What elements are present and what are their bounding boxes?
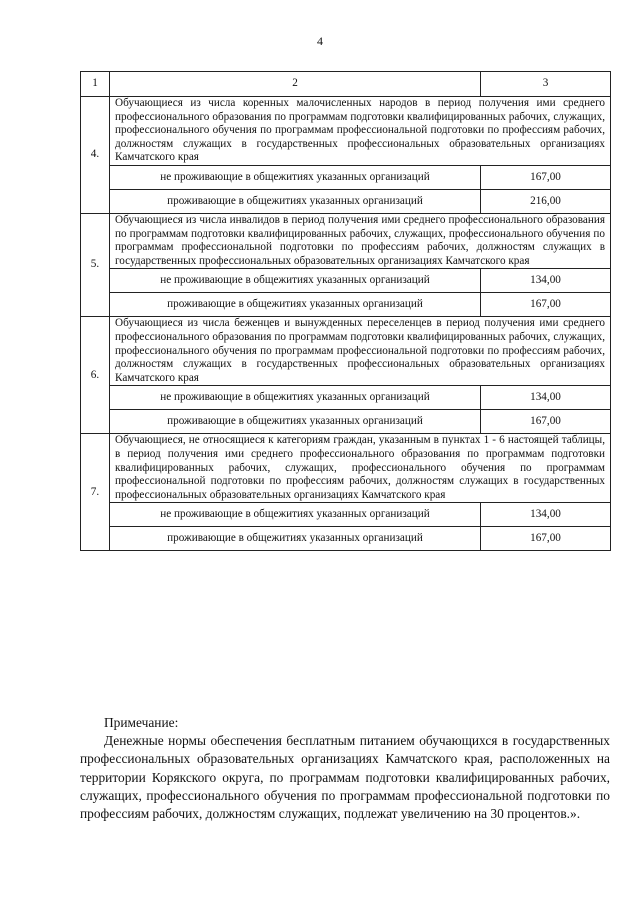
food-norms-table [80, 71, 611, 551]
column-header: 2 [110, 72, 481, 97]
subcategory-label: не проживающие в общежитиях указанных организаций [110, 165, 481, 189]
subcategory-label: проживающие в общежитиях указанных организаций [110, 189, 481, 213]
column-header: 3 [481, 72, 611, 97]
column-header: 1 [81, 72, 110, 97]
table-row [81, 269, 611, 293]
norm-value: 167,00 [481, 527, 611, 551]
table-row [81, 317, 611, 386]
category-description: Обучающиеся из числа инвалидов в период получения ими среднего профессионального образования по программам подготовки квалифицированных рабочих, служащих, профессионального обучения по программам профессиональной подготовки по профессиям рабочих, должностям служащих в государственных профессиональных образовательных организациях Камчатского края [110, 213, 611, 268]
category-description: Обучающиеся, не относящиеся к категориям граждан, указанным в пунктах 1 - 6 настоящей таблицы, в период получения ими среднего профессионального образования по программам подготовки квалифицированных рабочих, служащих, профессионального обучения по программам профессиональной подготовки по профессиям рабочих, должностям служащих в государственных профессиональных образовательных организациях Камчатского края [110, 434, 611, 503]
subcategory-label: проживающие в общежитиях указанных организаций [110, 527, 481, 551]
row-number: 7. [81, 434, 110, 551]
subcategory-label: не проживающие в общежитиях указанных организаций [110, 269, 481, 293]
table-row [81, 527, 611, 551]
note-section [80, 714, 610, 823]
note-text: Денежные нормы обеспечения бесплатным питанием обучающихся в государственных профессиональных образовательных организациях Камчатского края, расположенных на территории Корякского округа, по программам подготовки квалифицированных рабочих, служащих, профессионального обучения по программам профессиональной подготовки по профессиям рабочих, должностям служащих, подлежат увеличению на 30 процентов.». [80, 733, 610, 822]
norm-value: 167,00 [481, 165, 611, 189]
category-description: Обучающиеся из числа коренных малочисленных народов в период получения ими среднего профессионального образования по программам подготовки квалифицированных рабочих, служащих, профессионального обучения по программам профессиональной подготовки по профессиям рабочих, должностям служащих в государственных профессиональных образовательных организациях Камчатского края [110, 97, 611, 166]
table-row [81, 165, 611, 189]
table-row [81, 97, 611, 166]
row-number: 6. [81, 317, 110, 434]
row-number: 5. [81, 213, 110, 316]
note-title: Примечание: [104, 715, 179, 730]
norm-value: 167,00 [481, 293, 611, 317]
table-row [81, 213, 611, 268]
table-row [81, 410, 611, 434]
table-row [81, 503, 611, 527]
table-row [81, 189, 611, 213]
subcategory-label: не проживающие в общежитиях указанных организаций [110, 386, 481, 410]
row-number: 4. [81, 97, 110, 214]
subcategory-label: проживающие в общежитиях указанных организаций [110, 410, 481, 434]
category-description: Обучающиеся из числа беженцев и вынужденных переселенцев в период получения ими среднего профессионального образования по программам подготовки квалифицированных рабочих, служащих, профессионального обучения по программам профессиональной подготовки по профессиям рабочих, должностям служащих в государственных профессиональных образовательных организациях Камчатского края [110, 317, 611, 386]
table-row [81, 386, 611, 410]
norm-value: 216,00 [481, 189, 611, 213]
table-row [81, 293, 611, 317]
norm-value: 167,00 [481, 410, 611, 434]
norm-value: 134,00 [481, 386, 611, 410]
subcategory-label: проживающие в общежитиях указанных организаций [110, 293, 481, 317]
page-number: 4 [317, 34, 323, 48]
table-row [81, 434, 611, 503]
norm-value: 134,00 [481, 503, 611, 527]
subcategory-label: не проживающие в общежитиях указанных организаций [110, 503, 481, 527]
table-header-row [81, 72, 611, 97]
norm-value: 134,00 [481, 269, 611, 293]
